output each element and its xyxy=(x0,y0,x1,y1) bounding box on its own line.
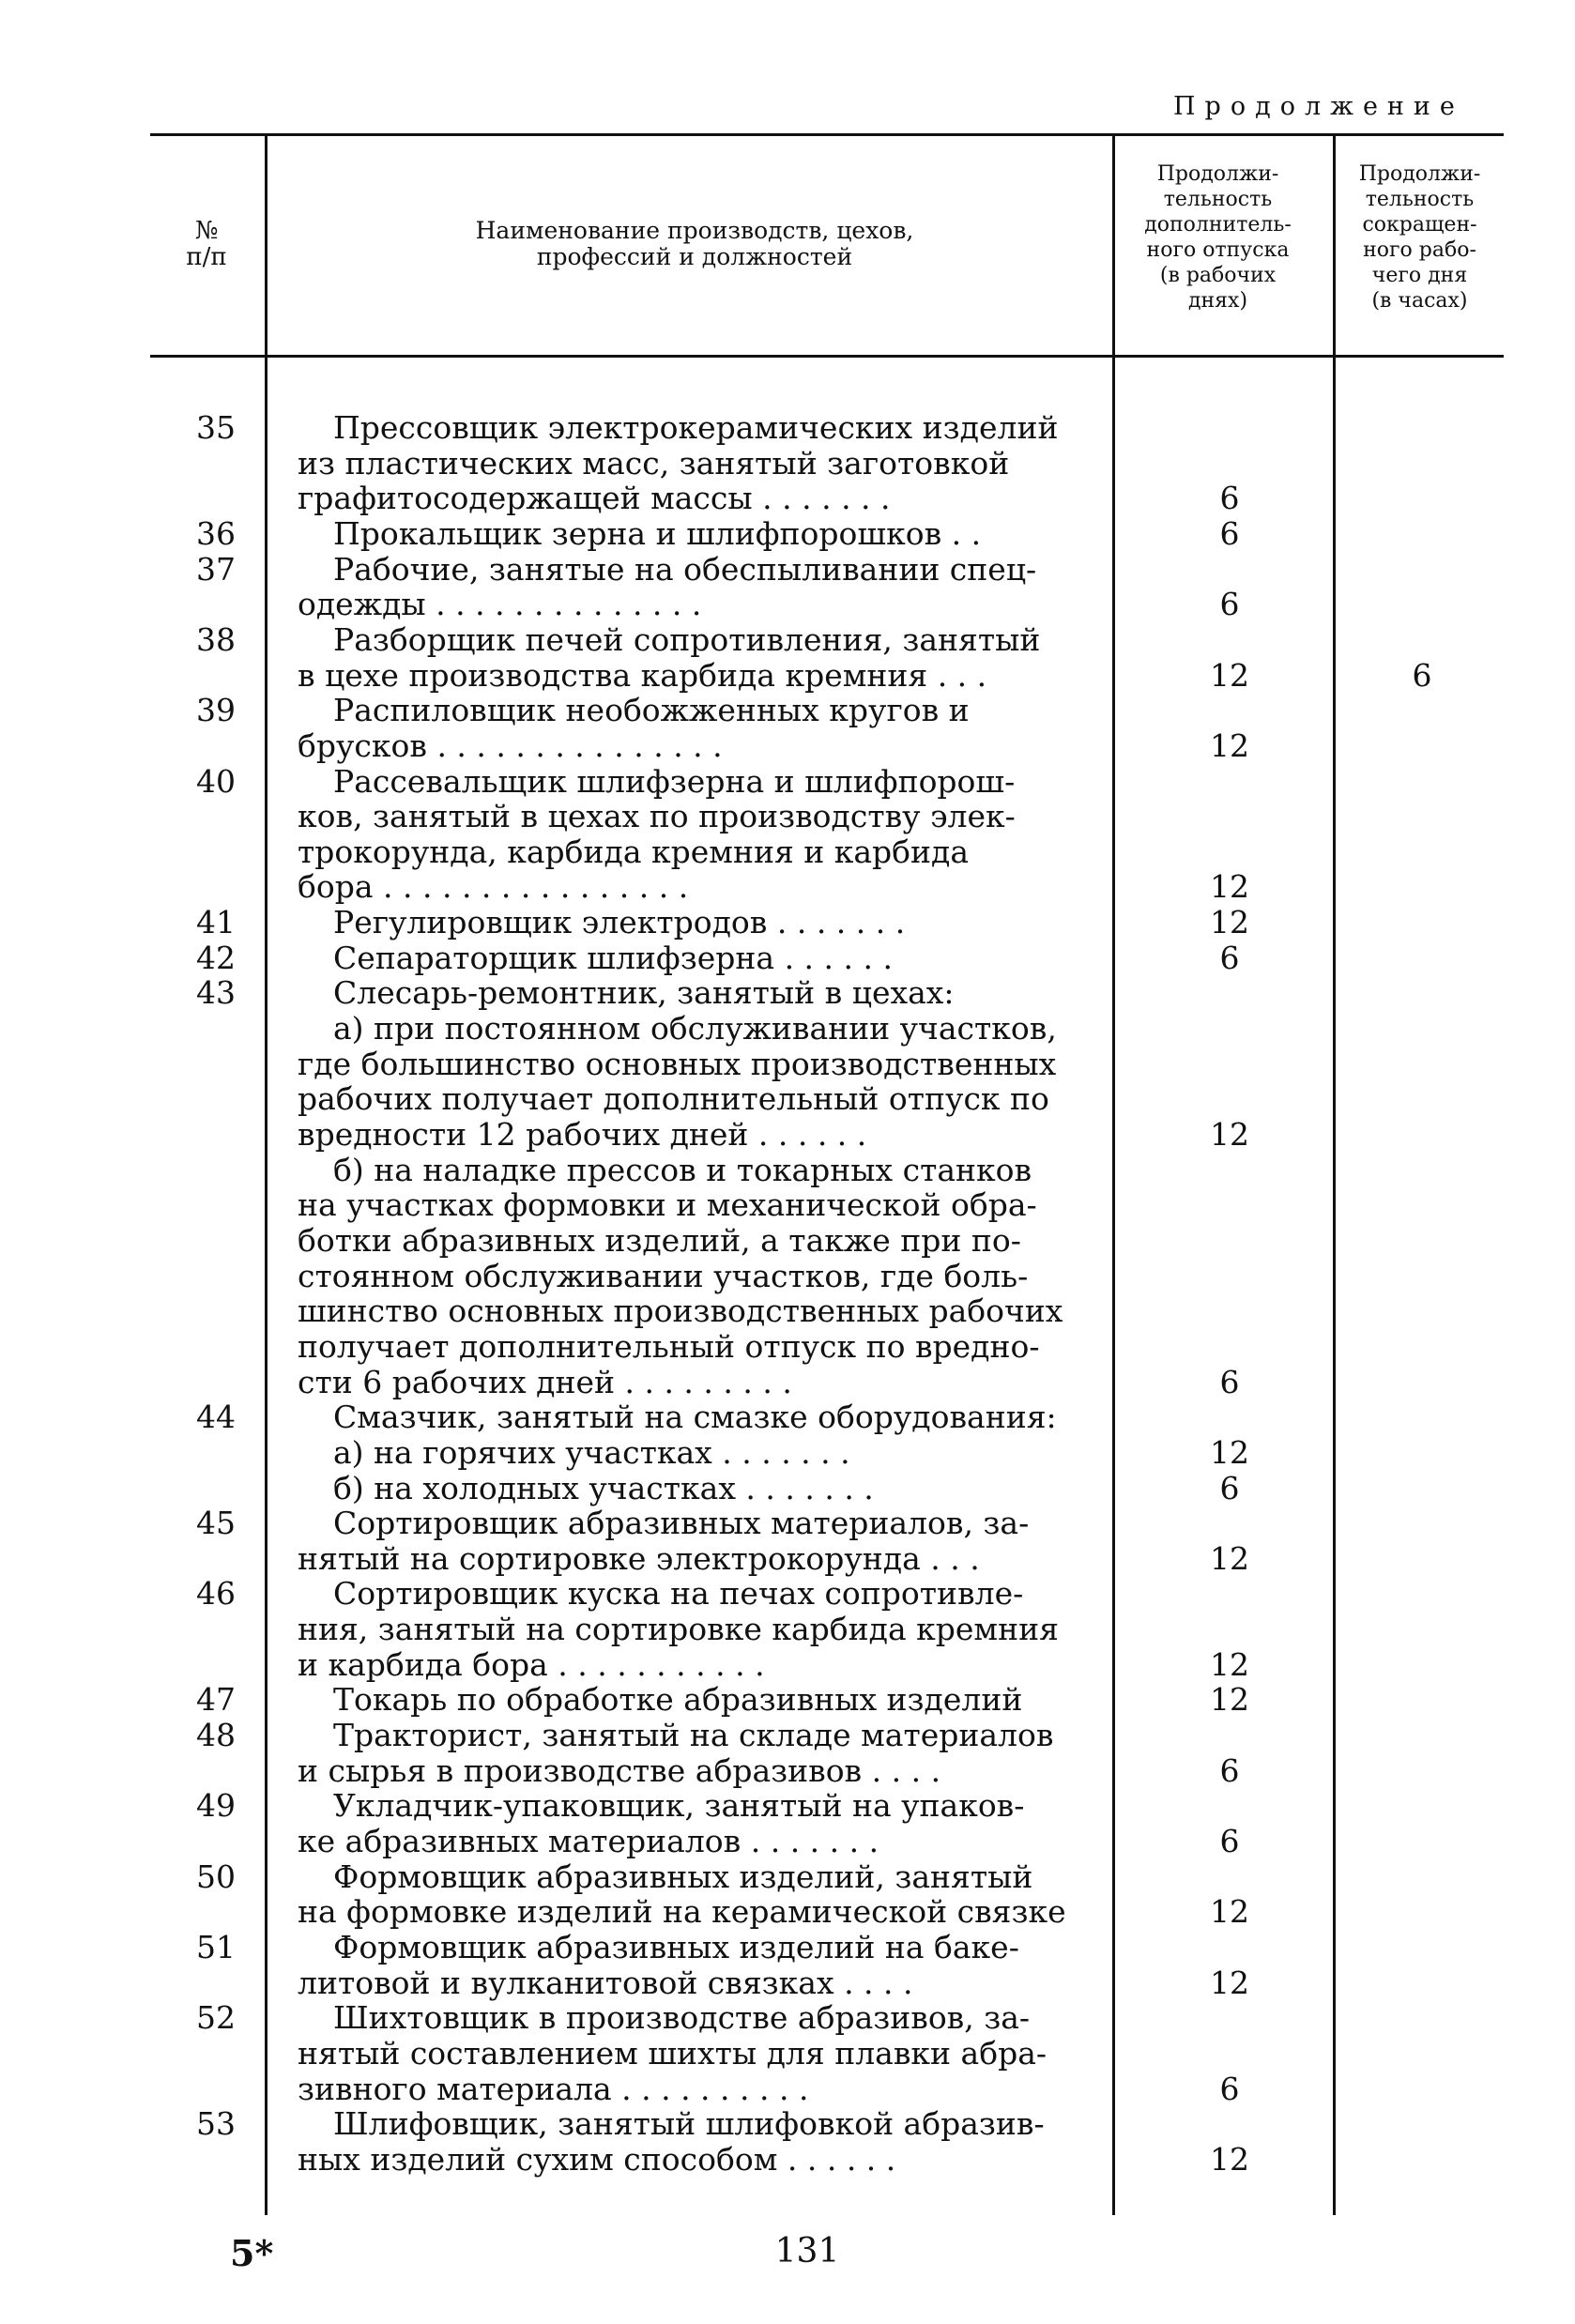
table-row xyxy=(0,1930,1575,1965)
table-row xyxy=(0,1047,1575,1082)
column-header-days-line: днях) xyxy=(1187,289,1248,313)
row-text: а) на горячих участках . . . . . . . xyxy=(333,1435,850,1471)
table-row xyxy=(0,552,1575,588)
table-row xyxy=(0,446,1575,482)
row-days: 6 xyxy=(1219,1752,1240,1789)
table-row xyxy=(0,2036,1575,2072)
row-number: 38 xyxy=(196,621,236,658)
row-number: 44 xyxy=(196,1399,236,1435)
row-days: 12 xyxy=(1210,1893,1249,1930)
table-row xyxy=(0,1753,1575,1789)
table-row xyxy=(0,1612,1575,1647)
row-number: 36 xyxy=(196,515,236,552)
table-row xyxy=(0,1471,1575,1506)
table-row xyxy=(0,481,1575,516)
table-row xyxy=(0,834,1575,870)
table-row xyxy=(0,1153,1575,1188)
row-number: 51 xyxy=(196,1929,236,1965)
table-row xyxy=(0,905,1575,940)
table-row xyxy=(0,1435,1575,1471)
table-row xyxy=(0,2106,1575,2142)
row-text: нятый составлением шихты для плавки абра- xyxy=(298,2036,1047,2072)
row-number: 48 xyxy=(196,1717,236,1753)
table-row xyxy=(0,1506,1575,1541)
row-days: 6 xyxy=(1219,1823,1240,1859)
table-row xyxy=(0,622,1575,658)
row-number: 37 xyxy=(196,551,236,588)
row-text: брусков . . . . . . . . . . . . . . . xyxy=(298,728,723,764)
row-number: 53 xyxy=(196,2105,236,2142)
row-text: Рассевальщик шлифзерна и шлифпорош- xyxy=(333,764,1016,800)
row-text: Сортировщик куска на печах сопротивле- xyxy=(333,1576,1024,1612)
table-row xyxy=(0,1718,1575,1753)
table-row xyxy=(0,658,1575,694)
row-text: в цехе производства карбида кремния . . . xyxy=(298,658,987,694)
table-row xyxy=(0,410,1575,446)
row-text: Разборщик печей сопротивления, занятый xyxy=(333,622,1041,658)
row-text: Сепараторщик шлифзерна . . . . . . xyxy=(333,940,893,976)
row-text: Прессовщик электрокерамических изделий xyxy=(333,410,1059,446)
column-header-name-line: Наименование производств, цехов, xyxy=(475,217,914,244)
table-row xyxy=(0,869,1575,905)
row-text: Прокальщик зерна и шлифпорошков . . xyxy=(333,516,982,552)
table-row xyxy=(0,1117,1575,1153)
table-row xyxy=(0,975,1575,1011)
row-number: 49 xyxy=(196,1787,236,1824)
page-number: 131 xyxy=(774,2232,840,2270)
row-days: 6 xyxy=(1219,480,1240,516)
row-text: рабочих получает дополнительный отпуск по xyxy=(298,1081,1049,1117)
column-header-hours-line: тельность xyxy=(1365,188,1475,211)
row-days: 6 xyxy=(1219,2071,1240,2107)
table-row xyxy=(0,1011,1575,1047)
row-days: 12 xyxy=(1210,868,1249,905)
row-text: на участках формовки и механической обра- xyxy=(298,1187,1037,1223)
row-text: сти 6 рабочих дней . . . . . . . . . xyxy=(298,1365,792,1400)
row-text: нятый на сортировке электрокорунда . . . xyxy=(298,1541,980,1577)
row-days: 12 xyxy=(1210,657,1249,694)
row-text: шинство основных производственных рабочих xyxy=(298,1293,1063,1329)
row-text: и карбида бора . . . . . . . . . . . xyxy=(298,1647,765,1683)
table-row xyxy=(0,1223,1575,1259)
row-text: ных изделий сухим способом . . . . . . xyxy=(298,2142,896,2178)
row-text: Шихтовщик в производстве абразивов, за- xyxy=(333,2000,1031,2036)
row-days: 12 xyxy=(1210,1681,1249,1718)
table-row xyxy=(0,1293,1575,1329)
row-days: 12 xyxy=(1210,1434,1249,1471)
table-row xyxy=(0,2142,1575,2178)
table-row xyxy=(0,1965,1575,2001)
row-text: Шлифовщик, занятый шлифовкой абразив- xyxy=(333,2106,1045,2142)
row-text: Формовщик абразивных изделий, занятый xyxy=(333,1859,1033,1895)
row-number: 46 xyxy=(196,1575,236,1612)
signature-mark: 5* xyxy=(230,2232,274,2274)
row-text: графитосодержащей массы . . . . . . . xyxy=(298,481,891,516)
row-number: 50 xyxy=(196,1858,236,1895)
row-text: Укладчик-упаковщик, занятый на упаков- xyxy=(333,1788,1025,1824)
column-header-number-line: № xyxy=(194,217,219,245)
row-days: 12 xyxy=(1210,1540,1249,1577)
column-header-hours-line: ного рабо- xyxy=(1363,238,1476,262)
table-row xyxy=(0,1329,1575,1365)
row-days: 6 xyxy=(1219,586,1240,622)
row-text: одежды . . . . . . . . . . . . . . xyxy=(298,587,702,622)
table-row xyxy=(0,1859,1575,1895)
row-days: 12 xyxy=(1210,1116,1249,1153)
row-text: стоянном обслуживании участков, где боль- xyxy=(298,1259,1029,1294)
table-row xyxy=(0,2000,1575,2036)
row-text: зивного материала . . . . . . . . . . xyxy=(298,2072,809,2107)
row-number: 43 xyxy=(196,974,236,1011)
column-header-days-line: тельность xyxy=(1163,188,1273,211)
table-row xyxy=(0,764,1575,800)
column-header-name-line: профессий и должностей xyxy=(536,243,853,270)
column-header-hours-line: сокращен- xyxy=(1362,213,1477,237)
row-days: 6 xyxy=(1219,940,1240,976)
row-text: ния, занятый на сортировке карбида кремния xyxy=(298,1612,1059,1647)
row-text: трокорунда, карбида кремния и карбида xyxy=(298,834,970,870)
row-days: 12 xyxy=(1210,2141,1249,2178)
row-number: 39 xyxy=(196,692,236,728)
column-header-hours-line: (в часах) xyxy=(1371,289,1468,313)
row-text: ботки абразивных изделий, а также при по- xyxy=(298,1223,1021,1259)
row-text: на формовке изделий на керамической связке xyxy=(298,1894,1066,1930)
table-row xyxy=(0,1682,1575,1718)
table-row xyxy=(0,1399,1575,1435)
row-text: Токарь по обработке абразивных изделий xyxy=(333,1682,1023,1718)
table-row xyxy=(0,1894,1575,1930)
row-days: 12 xyxy=(1210,904,1249,940)
column-header-hours-line: чего дня xyxy=(1371,264,1468,287)
row-number: 47 xyxy=(196,1681,236,1718)
table-row xyxy=(0,516,1575,552)
row-number: 45 xyxy=(196,1505,236,1541)
row-days: 12 xyxy=(1210,1646,1249,1683)
row-text: б) на наладке прессов и токарных станков xyxy=(333,1153,1032,1188)
row-days: 6 xyxy=(1219,1364,1240,1400)
row-number: 40 xyxy=(196,763,236,800)
table-row xyxy=(0,1576,1575,1612)
table-row xyxy=(0,693,1575,728)
row-days: 12 xyxy=(1210,727,1249,764)
row-number: 41 xyxy=(196,904,236,940)
row-text: ке абразивных материалов . . . . . . . xyxy=(298,1824,879,1859)
column-header-days-line: (в рабочих xyxy=(1159,264,1277,287)
table-row xyxy=(0,1647,1575,1683)
row-text: получает дополнительный отпуск по вредно- xyxy=(298,1329,1040,1365)
continuation-label: Продолжение xyxy=(1173,92,1464,121)
row-text: Регулировщик электродов . . . . . . . xyxy=(333,905,906,940)
row-text: Рабочие, занятые на обеспыливании спец- xyxy=(333,552,1037,588)
row-days: 12 xyxy=(1210,1965,1249,2001)
row-number: 42 xyxy=(196,940,236,976)
column-header-days-line: ного отпуска xyxy=(1146,238,1290,262)
row-text: Сортировщик абразивных материалов, за- xyxy=(333,1506,1030,1541)
column-header-hours-line: Продолжи- xyxy=(1358,162,1481,186)
row-text: из пластических масс, занятый заготовкой xyxy=(298,446,1010,482)
row-text: бора . . . . . . . . . . . . . . . . xyxy=(298,869,689,905)
table-row xyxy=(0,728,1575,764)
table-row xyxy=(0,799,1575,834)
row-text: Тракторист, занятый на складе материалов xyxy=(333,1718,1054,1753)
column-header-days-line: дополнитель- xyxy=(1144,213,1292,237)
table-row xyxy=(0,1187,1575,1223)
row-text: и сырья в производстве абразивов . . . . xyxy=(298,1753,941,1789)
table-row xyxy=(0,1541,1575,1577)
table-row xyxy=(0,1788,1575,1824)
row-text: б) на холодных участках . . . . . . . xyxy=(333,1471,874,1506)
row-text: Формовщик абразивных изделий на баке- xyxy=(333,1930,1019,1965)
table-row xyxy=(0,587,1575,622)
row-text: Распиловщик необожженных кругов и xyxy=(333,693,970,728)
row-text: где большинство основных производственных xyxy=(298,1047,1057,1082)
table-row xyxy=(0,1824,1575,1859)
row-days: 6 xyxy=(1219,1470,1240,1506)
row-text: литовой и вулканитовой связках . . . . xyxy=(298,1965,913,2001)
row-text: ков, занятый в цехах по производству элек- xyxy=(298,799,1016,834)
row-hours: 6 xyxy=(1412,657,1432,694)
table-row xyxy=(0,1081,1575,1117)
row-number: 35 xyxy=(196,409,236,446)
row-text: Слесарь-ремонтник, занятый в цехах: xyxy=(333,975,955,1011)
table-row xyxy=(0,940,1575,976)
table-row xyxy=(0,2072,1575,2107)
row-text: а) при постоянном обслуживании участков, xyxy=(333,1011,1057,1047)
row-number: 52 xyxy=(196,1999,236,2036)
column-header-days-line: Продолжи- xyxy=(1156,162,1279,186)
column-header-number-line: п/п xyxy=(186,243,227,271)
row-days: 6 xyxy=(1219,515,1240,552)
row-text: вредности 12 рабочих дней . . . . . . xyxy=(298,1117,867,1153)
row-text: Смазчик, занятый на смазке оборудования: xyxy=(333,1399,1057,1435)
table-row xyxy=(0,1365,1575,1400)
table-row xyxy=(0,1259,1575,1294)
